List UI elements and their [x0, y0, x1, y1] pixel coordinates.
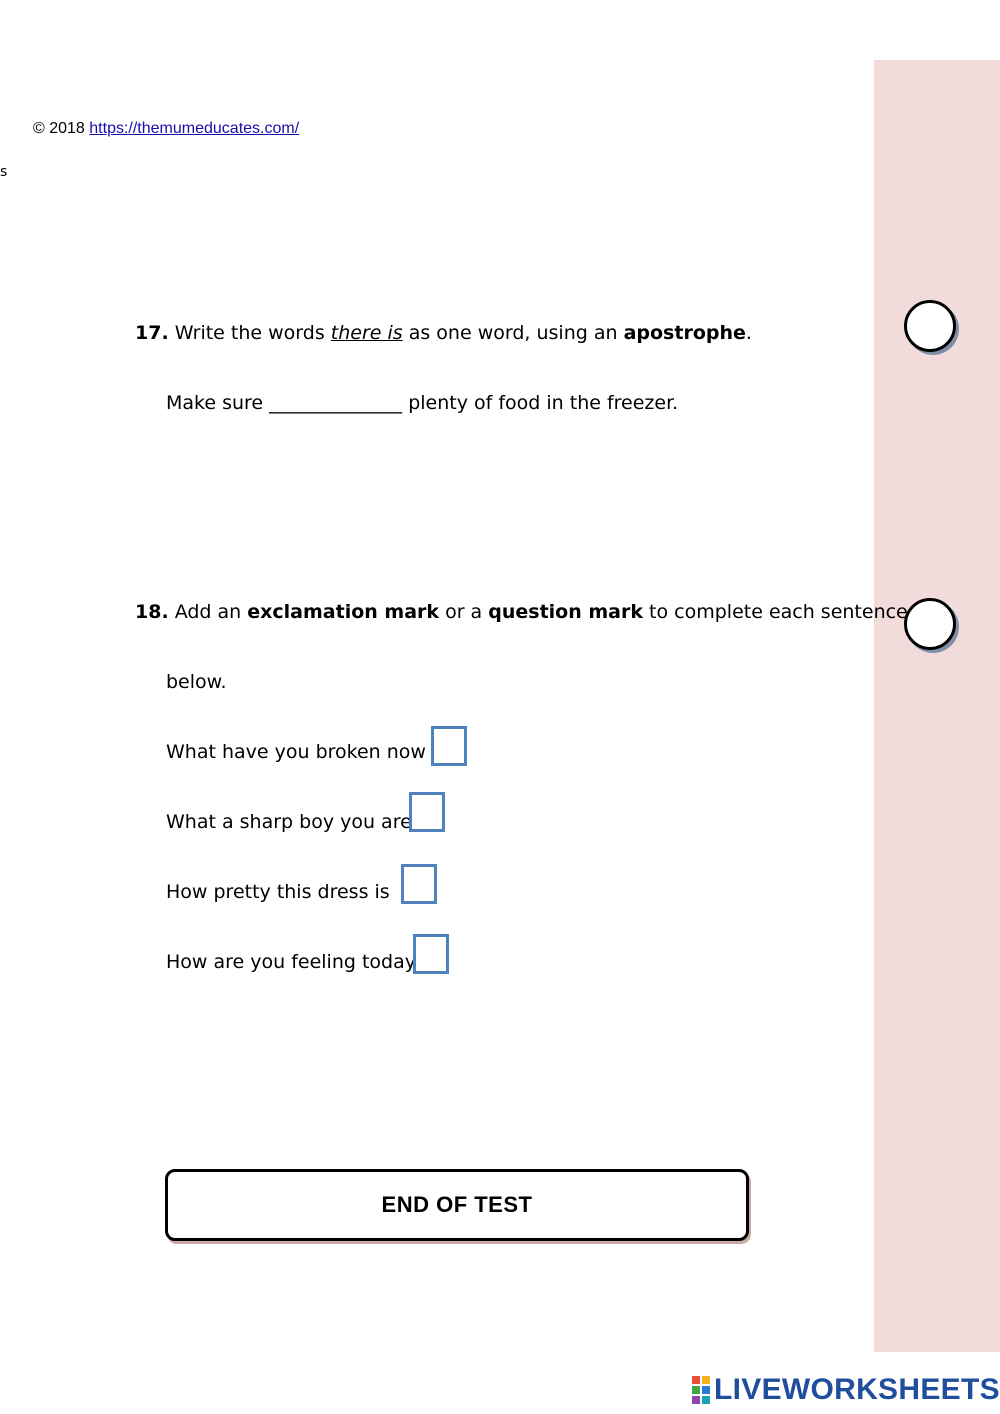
q17-text-b: as one word, using an — [402, 322, 624, 344]
answer-box-2[interactable] — [409, 792, 445, 832]
question-17 — [135, 322, 752, 344]
end-of-test-banner — [165, 1169, 749, 1241]
q18-sentence-1: What have you broken now — [166, 741, 426, 763]
q18-mark-circle — [904, 598, 956, 650]
q17-bold: apostrophe — [623, 322, 746, 344]
question-18 — [135, 601, 908, 623]
marking-margin — [874, 60, 1000, 1352]
end-of-test-label: END OF TEST — [381, 1192, 533, 1217]
q18-text-a: Add an — [168, 601, 248, 623]
q18-text-b: or a — [439, 601, 489, 623]
question-number: 17. — [135, 322, 169, 344]
liveworksheets-logo-icon — [692, 1376, 710, 1404]
question-number: 18. — [135, 601, 169, 623]
q17-italic: there is — [330, 322, 403, 344]
answer-box-4[interactable] — [413, 934, 449, 974]
q17-text-a: Write the words — [168, 322, 331, 344]
q18-sentence-3: How pretty this dress is — [166, 881, 390, 903]
copyright-prefix: © 2018 — [33, 120, 90, 137]
q17-sentence[interactable]: Make sure ______________ plenty of food in the freezer. — [166, 392, 679, 414]
q17-text-c: . — [745, 322, 752, 344]
q17-mark-circle — [904, 300, 956, 352]
q18-bold-2: question mark — [488, 601, 643, 623]
q18-sentence-2: What a sharp boy you are — [166, 811, 412, 833]
brand-name: LIVEWORKSHEETS — [714, 1373, 1000, 1406]
copyright-link[interactable]: https://themumeducates.com/ — [89, 120, 300, 137]
answer-box-1[interactable] — [431, 726, 467, 766]
q18-text-c: to complete each sentence — [643, 601, 908, 623]
liveworksheets-brand — [692, 1373, 1000, 1407]
copyright-notice — [33, 120, 299, 138]
answer-box-3[interactable] — [401, 864, 437, 904]
q18-continuation: below. — [166, 671, 227, 693]
q18-bold-1: exclamation mark — [247, 601, 440, 623]
stray-char: s — [0, 164, 8, 180]
q18-sentence-4: How are you feeling today — [166, 951, 416, 973]
